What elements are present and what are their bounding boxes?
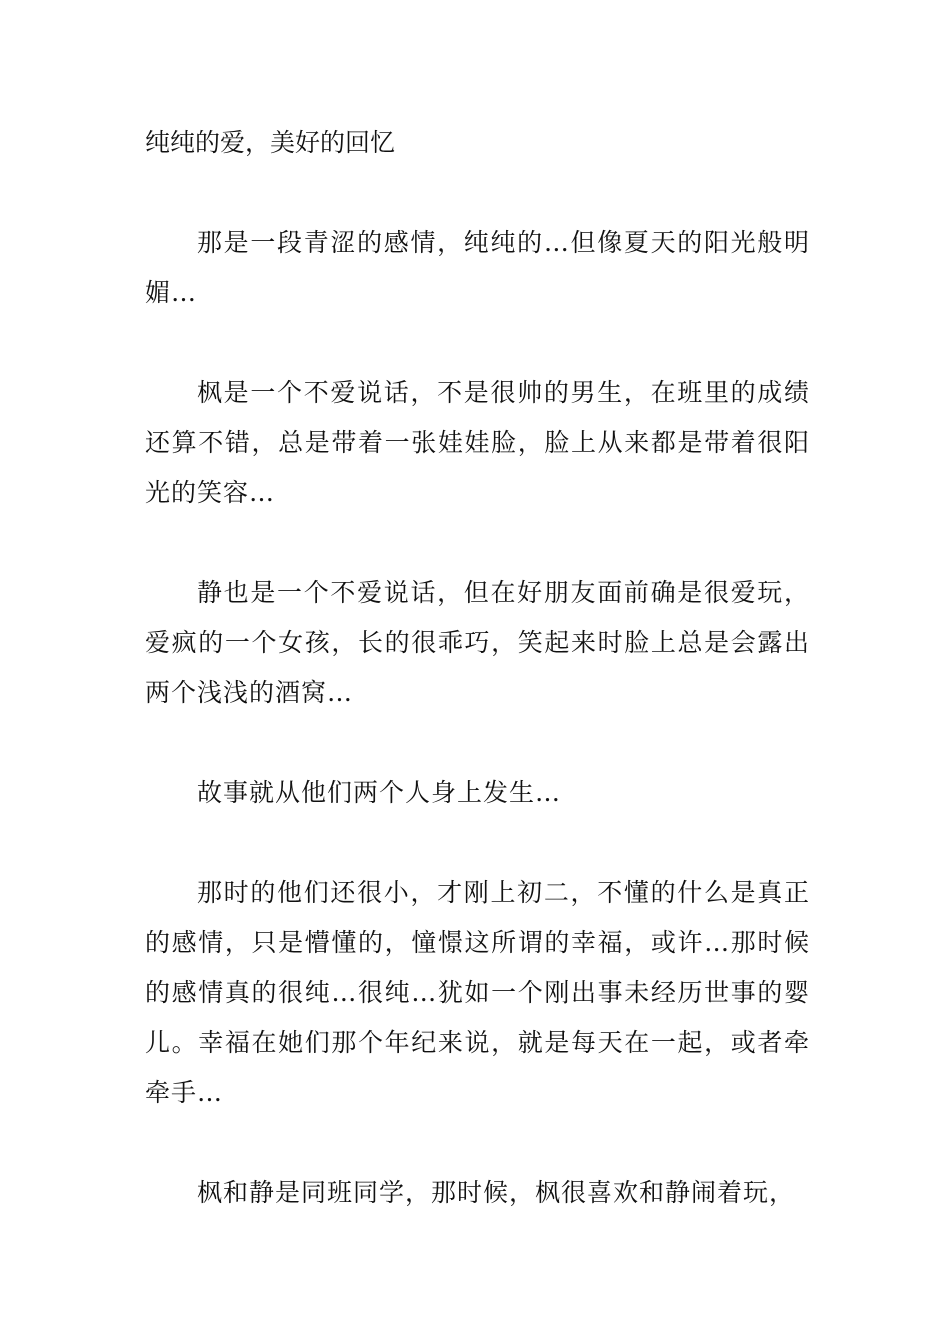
paragraph-2: 枫是一个不爱说话，不是很帅的男生，在班里的成绩还算不错，总是带着一张娃娃脸，脸上从来都是带着很阳光的笑容…: [145, 378, 810, 507]
document-page: [145, 118, 810, 1268]
paragraph-4: 故事就从他们两个人身上发生…: [197, 778, 562, 807]
paragraph-3: 静也是一个不爱说话，但在好朋友面前确是很爱玩，爱疯的一个女孩，长的很乖巧，笑起来时脸上总是会露出两个浅浅的酒窝…: [145, 578, 810, 707]
paragraph-6: 枫和静是同班同学，那时候，枫很喜欢和静闹着玩，: [197, 1178, 796, 1207]
paragraph-1: 那是一段青涩的感情，纯纯的…但像夏天的阳光般明媚…: [145, 228, 810, 307]
document-title: 纯纯的爱，美好的回忆: [145, 128, 396, 157]
paragraph-5: 那时的他们还很小，才刚上初二，不懂的什么是真正的感情，只是懵懂的，憧憬这所谓的幸福，或许…那时候的感情真的很纯…很纯…犹如一个刚出事未经历世事的婴儿。幸福在她们那个年纪来说，就是每天在一起，或者牵牵手…: [145, 878, 810, 1107]
